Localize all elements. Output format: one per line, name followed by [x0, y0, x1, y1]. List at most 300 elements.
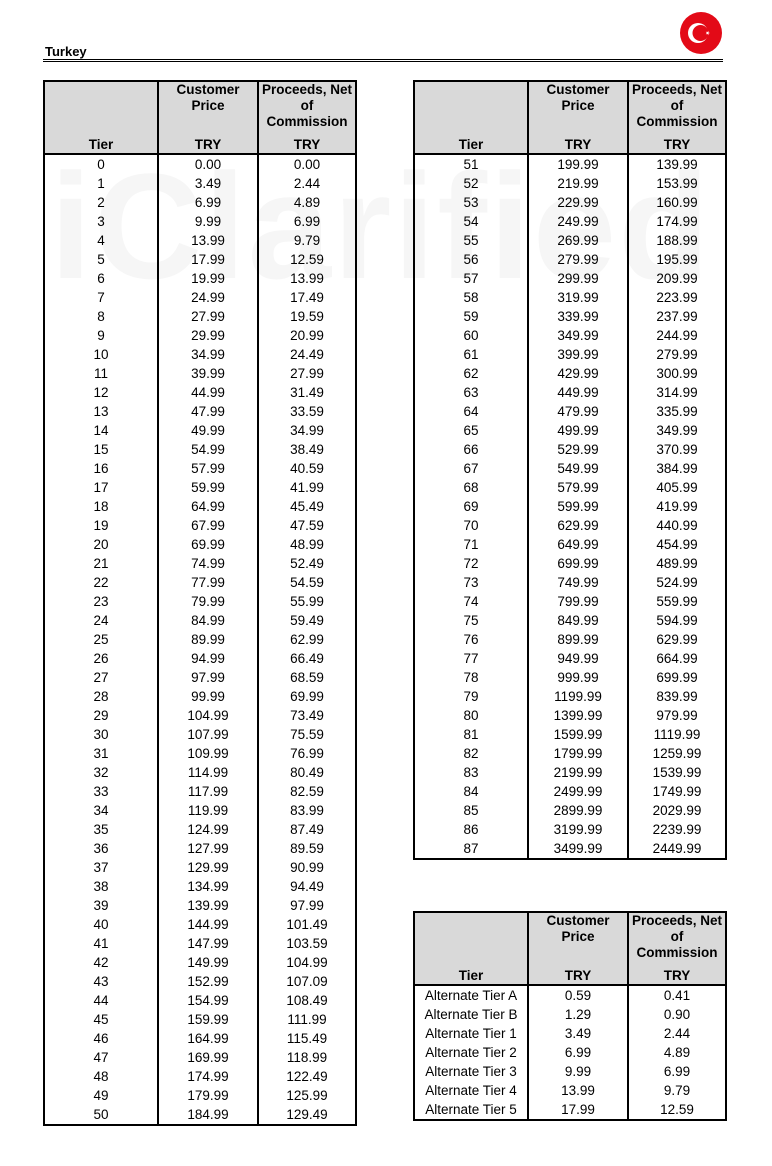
table-row: [414, 782, 726, 801]
tier-cell: Alternate Tier 1: [425, 1026, 517, 1041]
tier-header: Tier: [44, 136, 158, 154]
customer-price-cell: 24.99: [158, 288, 258, 307]
proceeds-cell: 6.99: [628, 1062, 726, 1081]
customer-price-cell: 2499.99: [528, 782, 628, 801]
tier-cell: 11: [93, 366, 108, 381]
proceeds-cell: 38.49: [258, 440, 356, 459]
table-row: [44, 687, 356, 706]
table-row: [414, 326, 726, 345]
tier-cell: 17: [93, 480, 109, 495]
proceeds-cell: 6.99: [258, 212, 356, 231]
table-row: [44, 269, 356, 288]
proceeds-cell: 0.90: [628, 1005, 726, 1024]
proceeds-cell: 370.99: [628, 440, 726, 459]
customer-price-cell: 349.99: [528, 326, 628, 345]
customer-price-cell: 579.99: [528, 478, 628, 497]
table-row: [414, 535, 726, 554]
tier-cell: 41: [93, 936, 109, 951]
proceeds-cell: 103.59: [258, 934, 356, 953]
customer-price-cell: 147.99: [158, 934, 258, 953]
proceeds-cell: 27.99: [258, 364, 356, 383]
tier-cell: 62: [463, 366, 479, 381]
proceeds-cell: 75.59: [258, 725, 356, 744]
tier-cell: 27: [93, 670, 109, 685]
customer-price-cell: 9.99: [158, 212, 258, 231]
customer-price-cell: 3.49: [158, 174, 258, 193]
table-row: [44, 250, 356, 269]
customer-price-cell: 1599.99: [528, 725, 628, 744]
table-row: [44, 516, 356, 535]
tier-cell: 24: [93, 613, 109, 628]
customer-price-cell: 54.99: [158, 440, 258, 459]
table-row: [414, 1043, 726, 1062]
proceeds-cell: 440.99: [628, 516, 726, 535]
proceeds-cell: 0.00: [258, 154, 356, 174]
proceeds-cell: 89.59: [258, 839, 356, 858]
table-row: [414, 307, 726, 326]
tier-cell: 37: [93, 860, 109, 875]
customer-price-cell: 29.99: [158, 326, 258, 345]
proceeds-cell: 62.99: [258, 630, 356, 649]
proceeds-cell: 2449.99: [628, 839, 726, 859]
proceeds-cell: 108.49: [258, 991, 356, 1010]
customer-price-cell: 649.99: [528, 535, 628, 554]
tier-cell: 56: [463, 252, 479, 267]
tier-cell: 28: [93, 689, 109, 704]
proceeds-cell: 13.99: [258, 269, 356, 288]
customer-price-cell: 99.99: [158, 687, 258, 706]
table-row: [44, 934, 356, 953]
tier-cell: 72: [463, 556, 479, 571]
customer-price-cell: 107.99: [158, 725, 258, 744]
customer-price-cell: 799.99: [528, 592, 628, 611]
tier-cell: 78: [463, 670, 479, 685]
customer-price-cell: 749.99: [528, 573, 628, 592]
proceeds-cell: 4.89: [258, 193, 356, 212]
table-row: [414, 1081, 726, 1100]
table-row: [414, 839, 726, 859]
tier-cell: 20: [93, 537, 109, 552]
customer-price-cell: 79.99: [158, 592, 258, 611]
proceeds-cell: 160.99: [628, 193, 726, 212]
proceeds-cell: 19.59: [258, 307, 356, 326]
tier-cell: 2: [97, 195, 105, 210]
proceeds-cell: 9.79: [258, 231, 356, 250]
proceeds-cell: 139.99: [628, 154, 726, 174]
tier-cell: 38: [93, 879, 109, 894]
table-row: [44, 231, 356, 250]
table-row: [414, 421, 726, 440]
table-row: [414, 592, 726, 611]
table-row: [44, 953, 356, 972]
table-row: [414, 364, 726, 383]
proceeds-cell: 31.49: [258, 383, 356, 402]
tier-cell: 75: [463, 613, 479, 628]
tier-cell: 55: [463, 233, 479, 248]
customer-price-cell: 77.99: [158, 573, 258, 592]
proceeds-cell: 52.49: [258, 554, 356, 573]
proceeds-cell: 405.99: [628, 478, 726, 497]
customer-price-currency: TRY: [528, 967, 628, 985]
tier-cell: 6: [97, 271, 105, 286]
table-row: [414, 174, 726, 193]
proceeds-cell: 87.49: [258, 820, 356, 839]
customer-price-cell: 849.99: [528, 611, 628, 630]
table-row: [44, 459, 356, 478]
tier-cell: 77: [463, 651, 479, 666]
table-row: [44, 383, 356, 402]
customer-price-cell: 119.99: [158, 801, 258, 820]
tier-cell: 59: [463, 309, 479, 324]
customer-price-cell: 127.99: [158, 839, 258, 858]
customer-price-cell: 124.99: [158, 820, 258, 839]
table-row: [414, 269, 726, 288]
proceeds-cell: 209.99: [628, 269, 726, 288]
proceeds-cell: 559.99: [628, 592, 726, 611]
table-row: [414, 345, 726, 364]
customer-price-cell: 549.99: [528, 459, 628, 478]
country-title: Turkey: [45, 44, 87, 59]
customer-price-cell: 449.99: [528, 383, 628, 402]
proceeds-cell: 524.99: [628, 573, 726, 592]
proceeds-cell: 384.99: [628, 459, 726, 478]
proceeds-cell: 40.59: [258, 459, 356, 478]
customer-price-cell: 184.99: [158, 1105, 258, 1125]
tier-header-blank: [414, 912, 528, 967]
customer-price-cell: 479.99: [528, 402, 628, 421]
customer-price-currency: TRY: [528, 136, 628, 154]
tier-cell: 3: [97, 214, 105, 229]
proceeds-cell: 69.99: [258, 687, 356, 706]
customer-price-cell: 1799.99: [528, 744, 628, 763]
customer-price-cell: 144.99: [158, 915, 258, 934]
customer-price-cell: 59.99: [158, 478, 258, 497]
proceeds-cell: 12.59: [628, 1100, 726, 1120]
table-row: [414, 706, 726, 725]
tier-cell: 82: [463, 746, 479, 761]
proceeds-cell: 1749.99: [628, 782, 726, 801]
customer-price-cell: 89.99: [158, 630, 258, 649]
tier-header: Tier: [414, 967, 528, 985]
tier-cell: 30: [93, 727, 109, 742]
customer-price-cell: 219.99: [528, 174, 628, 193]
tier-cell: 76: [463, 632, 479, 647]
proceeds-cell: 66.49: [258, 649, 356, 668]
table-row: [414, 630, 726, 649]
tier-cell: 35: [93, 822, 109, 837]
tier-header: Tier: [414, 136, 528, 154]
customer-price-cell: 174.99: [158, 1067, 258, 1086]
table-row: [44, 649, 356, 668]
table-row: [414, 459, 726, 478]
tier-cell: 9: [97, 328, 105, 343]
alternate-tier-table: [413, 911, 727, 1121]
proceeds-cell: 0.41: [628, 985, 726, 1005]
table-row: [44, 820, 356, 839]
proceeds-cell: 335.99: [628, 402, 726, 421]
table-row: [44, 1029, 356, 1048]
customer-price-cell: 9.99: [528, 1062, 628, 1081]
table-row: [44, 801, 356, 820]
proceeds-cell: 118.99: [258, 1048, 356, 1067]
customer-price-cell: 179.99: [158, 1086, 258, 1105]
tier-cell: 45: [93, 1012, 109, 1027]
proceeds-header: Proceeds, Net of Commission: [628, 81, 726, 136]
customer-price-cell: 949.99: [528, 649, 628, 668]
table-row: [44, 307, 356, 326]
table-row: [414, 668, 726, 687]
customer-price-header: Customer Price: [528, 912, 628, 967]
customer-price-cell: 3499.99: [528, 839, 628, 859]
proceeds-cell: 68.59: [258, 668, 356, 687]
customer-price-cell: 27.99: [158, 307, 258, 326]
table-row: [44, 478, 356, 497]
proceeds-cell: 111.99: [258, 1010, 356, 1029]
customer-price-cell: 299.99: [528, 269, 628, 288]
tier-cell: 13: [93, 404, 109, 419]
proceeds-cell: 594.99: [628, 611, 726, 630]
proceeds-cell: 34.99: [258, 421, 356, 440]
table-row: [414, 288, 726, 307]
proceeds-cell: 17.49: [258, 288, 356, 307]
table-row: [44, 364, 356, 383]
proceeds-cell: 125.99: [258, 1086, 356, 1105]
proceeds-cell: 300.99: [628, 364, 726, 383]
tier-cell: Alternate Tier 3: [425, 1064, 517, 1079]
tier-cell: 79: [463, 689, 479, 704]
customer-price-cell: 599.99: [528, 497, 628, 516]
tier-cell: 33: [93, 784, 109, 799]
customer-price-cell: 13.99: [528, 1081, 628, 1100]
table-row: [414, 193, 726, 212]
table-row: [44, 193, 356, 212]
table-row: [414, 611, 726, 630]
table-row: [44, 345, 356, 364]
proceeds-cell: 129.49: [258, 1105, 356, 1125]
tier-cell: 26: [93, 651, 109, 666]
table-row: [44, 877, 356, 896]
customer-price-cell: 97.99: [158, 668, 258, 687]
customer-price-cell: 13.99: [158, 231, 258, 250]
table-row: [414, 687, 726, 706]
tier-cell: 83: [463, 765, 479, 780]
tier-header-blank: [414, 81, 528, 136]
tier-cell: 31: [93, 746, 109, 761]
customer-price-cell: 134.99: [158, 877, 258, 896]
proceeds-cell: 48.99: [258, 535, 356, 554]
proceeds-cell: 107.09: [258, 972, 356, 991]
tier-cell: 0: [97, 157, 105, 172]
proceeds-cell: 1539.99: [628, 763, 726, 782]
tier-cell: 81: [463, 727, 479, 742]
tier-cell: 15: [93, 442, 109, 457]
tier-cell: 71: [463, 537, 479, 552]
tier-cell: 18: [93, 499, 109, 514]
tier-cell: Alternate Tier 2: [425, 1045, 517, 1060]
table-row: [414, 231, 726, 250]
table-row: [44, 440, 356, 459]
proceeds-cell: 188.99: [628, 231, 726, 250]
proceeds-cell: 9.79: [628, 1081, 726, 1100]
customer-price-cell: 1199.99: [528, 687, 628, 706]
proceeds-cell: 4.89: [628, 1043, 726, 1062]
tier-cell: 8: [97, 309, 105, 324]
customer-price-cell: 629.99: [528, 516, 628, 535]
customer-price-cell: 6.99: [528, 1043, 628, 1062]
tier-cell: 4: [97, 233, 105, 248]
tier-cell: 85: [463, 803, 479, 818]
proceeds-cell: 174.99: [628, 212, 726, 231]
table-row: [44, 573, 356, 592]
proceeds-cell: 80.49: [258, 763, 356, 782]
table-row: [414, 402, 726, 421]
tier-cell: 43: [93, 974, 109, 989]
proceeds-cell: 97.99: [258, 896, 356, 915]
table-row: [44, 839, 356, 858]
tier-cell: 73: [463, 575, 479, 590]
customer-price-cell: 139.99: [158, 896, 258, 915]
customer-price-cell: 67.99: [158, 516, 258, 535]
proceeds-cell: 279.99: [628, 345, 726, 364]
tier-cell: 14: [93, 423, 109, 438]
tier-cell: 47: [93, 1050, 109, 1065]
table-row: [44, 1010, 356, 1029]
proceeds-cell: 419.99: [628, 497, 726, 516]
customer-price-cell: 249.99: [528, 212, 628, 231]
customer-price-cell: 899.99: [528, 630, 628, 649]
tier-cell: 60: [463, 328, 479, 343]
tier-cell: 52: [463, 176, 479, 191]
customer-price-cell: 6.99: [158, 193, 258, 212]
customer-price-cell: 3.49: [528, 1024, 628, 1043]
tier-cell: 50: [93, 1107, 109, 1122]
proceeds-cell: 45.49: [258, 497, 356, 516]
proceeds-cell: 94.49: [258, 877, 356, 896]
turkey-flag-icon: [679, 11, 723, 55]
tier-cell: 65: [463, 423, 479, 438]
table-row: [414, 250, 726, 269]
table-row: [44, 1048, 356, 1067]
table-row: [414, 763, 726, 782]
tier-cell: Alternate Tier 4: [425, 1083, 517, 1098]
proceeds-cell: 115.49: [258, 1029, 356, 1048]
price-table-left: [43, 80, 357, 1126]
table-row: [414, 497, 726, 516]
table-row: [414, 820, 726, 839]
tier-cell: 80: [463, 708, 479, 723]
table-row: [414, 554, 726, 573]
tier-cell: 74: [463, 594, 479, 609]
tier-cell: 69: [463, 499, 479, 514]
customer-price-cell: 269.99: [528, 231, 628, 250]
proceeds-cell: 90.99: [258, 858, 356, 877]
tier-cell: 51: [463, 157, 479, 172]
table-row: [44, 858, 356, 877]
customer-price-cell: 152.99: [158, 972, 258, 991]
tier-cell: 29: [93, 708, 109, 723]
customer-price-cell: 499.99: [528, 421, 628, 440]
proceeds-cell: 2.44: [628, 1024, 726, 1043]
tier-cell: 40: [93, 917, 109, 932]
table-row: [414, 725, 726, 744]
proceeds-currency: TRY: [628, 136, 726, 154]
table-row: [44, 782, 356, 801]
customer-price-cell: 47.99: [158, 402, 258, 421]
table-row: [44, 326, 356, 345]
customer-price-cell: 17.99: [158, 250, 258, 269]
customer-price-cell: 199.99: [528, 154, 628, 174]
proceeds-cell: 33.59: [258, 402, 356, 421]
customer-price-header: Customer Price: [158, 81, 258, 136]
tier-cell: 67: [463, 461, 479, 476]
table-row: [44, 1105, 356, 1125]
tier-cell: 44: [93, 993, 109, 1008]
tier-cell: 12: [93, 385, 109, 400]
tier-cell: 61: [463, 347, 479, 362]
customer-price-cell: 57.99: [158, 459, 258, 478]
customer-price-cell: 339.99: [528, 307, 628, 326]
table-row: [44, 668, 356, 687]
proceeds-cell: 59.49: [258, 611, 356, 630]
proceeds-cell: 2029.99: [628, 801, 726, 820]
tier-cell: 46: [93, 1031, 109, 1046]
tier-cell: 34: [93, 803, 109, 818]
table-row: [44, 421, 356, 440]
customer-price-cell: 164.99: [158, 1029, 258, 1048]
proceeds-cell: 12.59: [258, 250, 356, 269]
table-row: [44, 725, 356, 744]
tier-cell: 5: [97, 252, 105, 267]
proceeds-cell: 2.44: [258, 174, 356, 193]
table-row: [44, 402, 356, 421]
tier-cell: Alternate Tier 5: [425, 1102, 517, 1117]
tier-cell: Alternate Tier B: [424, 1007, 518, 1022]
tier-header-blank: [44, 81, 158, 136]
proceeds-cell: 20.99: [258, 326, 356, 345]
proceeds-cell: 82.59: [258, 782, 356, 801]
proceeds-currency: TRY: [628, 967, 726, 985]
tier-cell: 49: [93, 1088, 109, 1103]
proceeds-cell: 55.99: [258, 592, 356, 611]
customer-price-cell: 94.99: [158, 649, 258, 668]
table-row: [414, 1024, 726, 1043]
proceeds-cell: 979.99: [628, 706, 726, 725]
tier-cell: 22: [93, 575, 109, 590]
customer-price-cell: 104.99: [158, 706, 258, 725]
table-row: [414, 985, 726, 1005]
table-row: [44, 212, 356, 231]
proceeds-cell: 629.99: [628, 630, 726, 649]
table-row: [414, 573, 726, 592]
table-row: [414, 1100, 726, 1120]
proceeds-cell: 1119.99: [628, 725, 726, 744]
proceeds-cell: 237.99: [628, 307, 726, 326]
price-table-right: [413, 80, 727, 860]
tier-cell: 53: [463, 195, 479, 210]
customer-price-cell: 529.99: [528, 440, 628, 459]
tier-cell: 57: [463, 271, 479, 286]
table-row: [414, 744, 726, 763]
table-row: [44, 611, 356, 630]
customer-price-cell: 109.99: [158, 744, 258, 763]
customer-price-cell: 429.99: [528, 364, 628, 383]
tier-cell: 70: [463, 518, 479, 533]
proceeds-cell: 47.59: [258, 516, 356, 535]
proceeds-header: Proceeds, Net of Commission: [258, 81, 356, 136]
proceeds-cell: 83.99: [258, 801, 356, 820]
tier-cell: 87: [463, 841, 479, 856]
tier-cell: 36: [93, 841, 109, 856]
